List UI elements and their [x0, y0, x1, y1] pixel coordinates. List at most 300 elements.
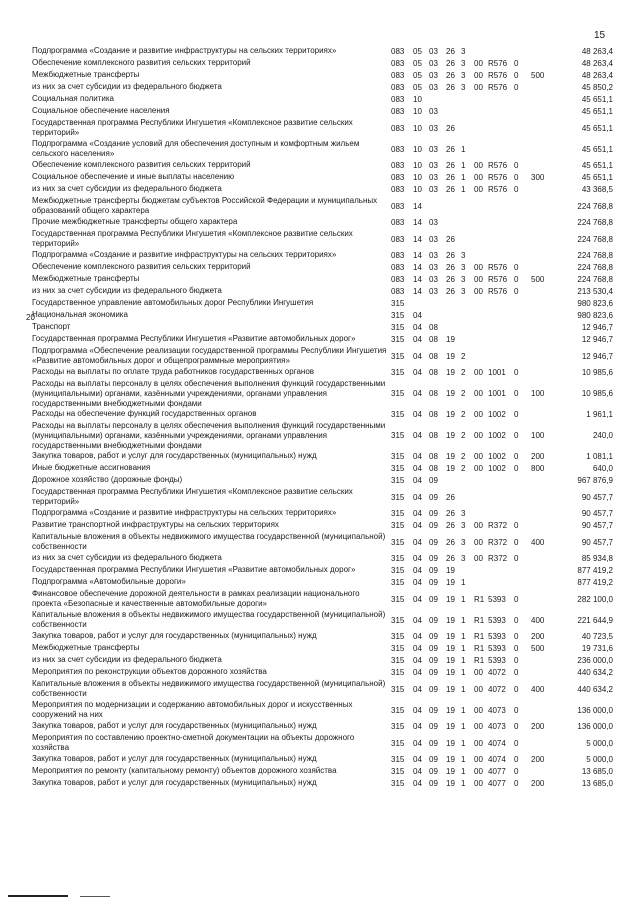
row-code-2: 04	[413, 410, 422, 419]
row-name: Мероприятия по модернизации и содержанию автомобильных дорог и искусственных сооружений на них	[32, 700, 353, 719]
row-code-4: 26	[446, 537, 455, 547]
row-code-2: 04	[413, 521, 422, 530]
row-amount: 45 651,1	[581, 95, 613, 104]
row-code-8: 0	[514, 755, 519, 764]
row-code-6: 00	[474, 464, 483, 473]
row-code-5: 1	[461, 578, 466, 587]
row-code-1: 083	[391, 95, 405, 104]
row-amount: 90 457,7	[581, 492, 613, 502]
row-code-1: 315	[391, 492, 405, 502]
row-code-2: 14	[413, 251, 422, 260]
row-code-6: 00	[474, 71, 483, 80]
row-code-5: 3	[461, 71, 466, 80]
row-code-2: 04	[413, 452, 422, 461]
row-name: Дорожное хозяйство (дорожные фонды)	[32, 475, 183, 484]
row-code-5: 1	[461, 144, 466, 154]
row-code-1: 315	[391, 476, 405, 485]
row-amount: 236 000,0	[577, 656, 613, 665]
row-code-7: 4072	[488, 684, 506, 694]
row-code-9: 500	[531, 275, 545, 284]
row-code-7: 5393	[488, 656, 506, 665]
row-code-1: 083	[391, 71, 405, 80]
row-amount: 136 000,0	[577, 722, 613, 731]
row-code-2: 14	[413, 234, 422, 244]
table-row	[0, 94, 640, 106]
row-code-7: 4074	[488, 755, 506, 764]
row-code-4: 19	[446, 722, 455, 731]
row-code-5: 3	[461, 47, 466, 56]
row-code-2: 10	[413, 123, 422, 133]
table-row	[0, 610, 640, 631]
row-code-5: 1	[461, 705, 466, 715]
row-code-3: 09	[429, 594, 438, 604]
row-code-6: 00	[474, 537, 483, 547]
row-code-1: 315	[391, 389, 405, 398]
row-code-1: 083	[391, 251, 405, 260]
row-code-1: 083	[391, 173, 405, 182]
row-amount: 224 768,8	[577, 218, 613, 227]
row-code-9: 200	[531, 779, 545, 788]
row-code-5: 3	[461, 59, 466, 68]
row-amount: 224 768,8	[577, 263, 613, 272]
row-code-4: 19	[446, 779, 455, 788]
row-code-4: 19	[446, 767, 455, 776]
row-code-5: 1	[461, 644, 466, 653]
row-code-4: 26	[446, 492, 455, 502]
row-code-3: 09	[429, 767, 438, 776]
row-code-7: R576	[488, 185, 508, 194]
footer-rule	[8, 895, 68, 897]
row-amount: 224 768,8	[577, 275, 613, 284]
row-code-9: 200	[531, 755, 545, 764]
row-amount: 48 263,4	[581, 59, 613, 68]
row-amount: 40 723,5	[581, 632, 613, 641]
row-code-7: 1001	[488, 389, 506, 398]
row-code-7: R576	[488, 173, 508, 182]
row-code-8: 0	[514, 632, 519, 641]
row-code-1: 315	[391, 452, 405, 461]
row-amount: 45 850,2	[581, 83, 613, 92]
row-name: Социальная политика	[32, 94, 114, 103]
row-code-2: 04	[413, 615, 422, 625]
row-name: Закупка товаров, работ и услуг для государственных (муниципальных) нужд	[32, 451, 317, 460]
row-code-2: 04	[413, 705, 422, 715]
row-name: Подпрограмма «Создание и развитие инфраструктуры на сельских территориях»	[32, 508, 337, 517]
row-code-8: 0	[514, 705, 519, 715]
row-code-4: 19	[446, 632, 455, 641]
row-amount: 45 651,1	[581, 161, 613, 170]
row-code-4: 26	[446, 123, 455, 133]
row-code-3: 08	[429, 452, 438, 461]
table-row	[0, 451, 640, 463]
row-code-5: 2	[461, 431, 466, 440]
row-code-4: 26	[446, 185, 455, 194]
row-name: Транспорт	[32, 322, 71, 331]
row-code-9: 400	[531, 615, 545, 625]
row-code-8: 0	[514, 185, 519, 194]
row-name: из них за счет субсидии из федерального бюджета	[32, 655, 222, 664]
row-code-6: 00	[474, 173, 483, 182]
row-code-3: 03	[429, 251, 438, 260]
row-name: Капитальные вложения в объекты недвижимого имущества государственной (муниципальной) собственности	[32, 610, 386, 629]
row-code-9: 200	[531, 452, 545, 461]
table-row	[0, 334, 640, 346]
row-code-4: 26	[446, 521, 455, 530]
row-code-1: 315	[391, 299, 405, 308]
margin-mark: 20	[26, 313, 35, 322]
row-code-6: 00	[474, 368, 483, 377]
row-code-3: 09	[429, 668, 438, 677]
row-code-2: 04	[413, 668, 422, 677]
row-name: Межбюджетные трансферты	[32, 643, 140, 652]
row-code-7: 4074	[488, 738, 506, 748]
row-code-8: 0	[514, 287, 519, 296]
table-row	[0, 553, 640, 565]
row-amount: 980 823,6	[577, 299, 613, 308]
row-code-7: 4073	[488, 705, 506, 715]
row-code-3: 08	[429, 323, 438, 332]
row-amount: 877 419,2	[577, 566, 613, 575]
row-code-3: 08	[429, 368, 438, 377]
row-code-7: 1002	[488, 464, 506, 473]
row-code-4: 26	[446, 47, 455, 56]
row-name: Подпрограмма «Автомобильные дороги»	[32, 577, 186, 586]
row-code-6: 00	[474, 452, 483, 461]
table-row	[0, 379, 640, 409]
row-code-4: 26	[446, 59, 455, 68]
row-code-4: 26	[446, 509, 455, 518]
row-code-2: 10	[413, 161, 422, 170]
row-code-8: 0	[514, 59, 519, 68]
table-row	[0, 754, 640, 766]
row-code-1: 315	[391, 509, 405, 518]
row-name: Расходы на выплаты персоналу в целях обеспечения выполнения функций государственными (муниципальными) органами, казёнными учреждениями, органами управления государственными внебюджетными фондами	[32, 379, 386, 408]
row-code-3: 03	[429, 161, 438, 170]
row-code-4: 19	[446, 431, 455, 440]
row-code-3: 09	[429, 492, 438, 502]
row-code-4: 19	[446, 410, 455, 419]
row-code-5: 1	[461, 767, 466, 776]
row-code-7: 1002	[488, 431, 506, 440]
row-amount: 1 961,1	[586, 410, 613, 419]
row-code-2: 04	[413, 644, 422, 653]
row-code-4: 19	[446, 705, 455, 715]
row-name: Капитальные вложения в объекты недвижимого имущества государственной (муниципальной) собственности	[32, 532, 386, 551]
row-code-3: 03	[429, 173, 438, 182]
row-name: из них за счет субсидии из федерального бюджета	[32, 286, 222, 295]
row-name: Иные бюджетные ассигнования	[32, 463, 151, 472]
row-code-2: 04	[413, 578, 422, 587]
row-amount: 90 457,7	[581, 537, 613, 547]
row-code-2: 04	[413, 351, 422, 361]
row-code-6: 00	[474, 521, 483, 530]
row-amount: 10 985,6	[581, 368, 613, 377]
row-code-3: 08	[429, 464, 438, 473]
row-name: Межбюджетные трансферты	[32, 70, 140, 79]
row-amount: 967 876,9	[577, 476, 613, 485]
row-name: Мероприятия по ремонту (капитальному ремонту) объектов дорожного хозяйства	[32, 766, 337, 775]
row-code-1: 315	[391, 464, 405, 473]
row-code-1: 083	[391, 161, 405, 170]
row-code-9: 300	[531, 173, 545, 182]
row-code-7: R576	[488, 275, 508, 284]
row-name: Государственная программа Республики Ингушетия «Развитие автомобильных дорог»	[32, 565, 356, 574]
table-row	[0, 532, 640, 553]
row-code-1: 083	[391, 107, 405, 116]
row-amount: 13 685,0	[581, 779, 613, 788]
row-code-7: R372	[488, 554, 508, 563]
row-code-2: 04	[413, 566, 422, 575]
row-name: Государственная программа Республики Ингушетия «Комплексное развитие сельских территорий»	[32, 229, 353, 248]
row-amount: 282 100,0	[577, 594, 613, 604]
row-amount: 640,0	[592, 464, 613, 473]
table-row	[0, 487, 640, 508]
row-code-1: 315	[391, 632, 405, 641]
row-amount: 5 000,0	[586, 738, 613, 748]
table-row	[0, 475, 640, 487]
row-code-4: 26	[446, 234, 455, 244]
row-code-2: 04	[413, 684, 422, 694]
row-code-9: 800	[531, 464, 545, 473]
row-code-6: 00	[474, 431, 483, 440]
row-code-3: 03	[429, 107, 438, 116]
row-code-4: 19	[446, 615, 455, 625]
row-code-9: 500	[531, 71, 545, 80]
table-row	[0, 274, 640, 286]
row-amount: 12 946,7	[581, 351, 613, 361]
row-code-6: 00	[474, 705, 483, 715]
row-code-1: 315	[391, 779, 405, 788]
row-code-6: R1	[474, 615, 485, 625]
row-code-3: 09	[429, 755, 438, 764]
row-code-2: 10	[413, 173, 422, 182]
table-row	[0, 589, 640, 610]
row-code-1: 315	[391, 323, 405, 332]
row-code-6: 00	[474, 779, 483, 788]
row-code-2: 04	[413, 323, 422, 332]
row-code-8: 0	[514, 71, 519, 80]
row-code-2: 10	[413, 144, 422, 154]
row-code-4: 19	[446, 452, 455, 461]
row-code-3: 09	[429, 476, 438, 485]
row-code-3: 09	[429, 656, 438, 665]
row-code-3: 09	[429, 615, 438, 625]
row-code-7: 4073	[488, 722, 506, 731]
row-code-1: 315	[391, 668, 405, 677]
row-name: Подпрограмма «Создание и развитие инфраструктуры на сельских территориях»	[32, 250, 337, 259]
row-code-8: 0	[514, 410, 519, 419]
row-code-6: 00	[474, 755, 483, 764]
row-code-5: 1	[461, 594, 466, 604]
row-code-7: R576	[488, 83, 508, 92]
row-code-3: 03	[429, 263, 438, 272]
row-amount: 5 000,0	[586, 755, 613, 764]
row-code-2: 04	[413, 656, 422, 665]
row-name: Развитие транспортной инфраструктуры на сельских территориях	[32, 520, 279, 529]
table-row	[0, 577, 640, 589]
row-code-5: 1	[461, 779, 466, 788]
row-code-1: 315	[391, 335, 405, 344]
row-code-3: 09	[429, 722, 438, 731]
row-code-8: 0	[514, 275, 519, 284]
row-code-6: R1	[474, 644, 485, 653]
row-code-8: 0	[514, 722, 519, 731]
row-code-4: 26	[446, 71, 455, 80]
row-code-6: 00	[474, 684, 483, 694]
row-amount: 45 651,1	[581, 173, 613, 182]
row-code-7: 1002	[488, 452, 506, 461]
row-code-5: 1	[461, 738, 466, 748]
row-code-8: 0	[514, 779, 519, 788]
row-amount: 240,0	[592, 431, 613, 440]
row-code-4: 26	[446, 287, 455, 296]
row-name: Межбюджетные трансферты бюджетам субъектов Российской Федерации и муниципальных образований общего характера	[32, 196, 378, 215]
row-code-4: 19	[446, 684, 455, 694]
row-code-2: 04	[413, 509, 422, 518]
row-code-3: 03	[429, 234, 438, 244]
row-code-1: 083	[391, 218, 405, 227]
row-name: из них за счет субсидии из федерального бюджета	[32, 553, 222, 562]
row-code-1: 315	[391, 767, 405, 776]
row-code-3: 03	[429, 83, 438, 92]
row-code-9: 400	[531, 684, 545, 694]
row-code-8: 0	[514, 83, 519, 92]
row-code-5: 1	[461, 161, 466, 170]
row-amount: 85 934,8	[581, 554, 613, 563]
table-row	[0, 322, 640, 334]
row-code-6: 00	[474, 161, 483, 170]
row-code-1: 315	[391, 368, 405, 377]
row-code-2: 14	[413, 201, 422, 211]
row-code-8: 0	[514, 644, 519, 653]
row-code-5: 2	[461, 389, 466, 398]
row-code-2: 10	[413, 107, 422, 116]
row-code-3: 03	[429, 218, 438, 227]
row-code-1: 083	[391, 144, 405, 154]
row-code-2: 04	[413, 389, 422, 398]
table-row	[0, 643, 640, 655]
row-code-7: R576	[488, 71, 508, 80]
row-amount: 136 000,0	[577, 705, 613, 715]
row-code-6: 00	[474, 389, 483, 398]
table-row	[0, 409, 640, 421]
row-code-5: 3	[461, 537, 466, 547]
row-code-6: 00	[474, 722, 483, 731]
row-name: из них за счет субсидии из федерального бюджета	[32, 82, 222, 91]
row-name: Государственная программа Республики Ингушетия «Комплексное развитие сельских территорий»	[32, 487, 353, 506]
row-code-5: 2	[461, 464, 466, 473]
row-code-1: 083	[391, 59, 405, 68]
row-code-4: 19	[446, 464, 455, 473]
row-code-1: 315	[391, 578, 405, 587]
row-code-6: R1	[474, 632, 485, 641]
row-code-5: 2	[461, 368, 466, 377]
row-code-4: 26	[446, 161, 455, 170]
row-code-2: 05	[413, 59, 422, 68]
row-code-2: 05	[413, 83, 422, 92]
row-code-1: 315	[391, 594, 405, 604]
row-code-3: 09	[429, 521, 438, 530]
row-code-4: 26	[446, 554, 455, 563]
row-code-8: 0	[514, 767, 519, 776]
row-name: Закупка товаров, работ и услуг для государственных (муниципальных) нужд	[32, 778, 317, 787]
row-code-8: 0	[514, 656, 519, 665]
table-row	[0, 82, 640, 94]
row-name: Подпрограмма «Создание и развитие инфраструктуры на сельских территориях»	[32, 46, 337, 55]
row-code-4: 19	[446, 644, 455, 653]
row-amount: 221 644,9	[577, 615, 613, 625]
table-row	[0, 217, 640, 229]
row-code-2: 04	[413, 738, 422, 748]
row-code-1: 083	[391, 263, 405, 272]
row-code-6: 00	[474, 83, 483, 92]
table-row	[0, 655, 640, 667]
table-row	[0, 367, 640, 379]
row-amount: 10 985,6	[581, 389, 613, 398]
table-row	[0, 463, 640, 475]
row-code-5: 1	[461, 615, 466, 625]
row-code-5: 3	[461, 263, 466, 272]
row-code-2: 04	[413, 722, 422, 731]
row-code-8: 0	[514, 684, 519, 694]
row-name: Обеспечение комплексного развития сельских территорий	[32, 262, 251, 271]
row-code-5: 3	[461, 509, 466, 518]
row-code-5: 3	[461, 83, 466, 92]
row-code-1: 315	[391, 351, 405, 361]
row-code-1: 083	[391, 123, 405, 133]
row-code-7: 1002	[488, 410, 506, 419]
row-code-2: 04	[413, 464, 422, 473]
row-amount: 19 731,6	[581, 644, 613, 653]
row-code-5: 1	[461, 173, 466, 182]
row-name: Подпрограмма «Создание условий для обеспечения доступным и комфортным жильем сельского населения»	[32, 139, 360, 158]
row-amount: 12 946,7	[581, 323, 613, 332]
row-code-1: 315	[391, 684, 405, 694]
row-code-4: 19	[446, 738, 455, 748]
table-row	[0, 262, 640, 274]
row-code-5: 1	[461, 722, 466, 731]
row-code-5: 1	[461, 656, 466, 665]
row-code-1: 315	[391, 521, 405, 530]
row-code-4: 19	[446, 578, 455, 587]
row-code-9: 200	[531, 632, 545, 641]
row-code-2: 04	[413, 492, 422, 502]
row-amount: 980 823,6	[577, 311, 613, 320]
row-code-9: 500	[531, 644, 545, 653]
row-code-8: 0	[514, 668, 519, 677]
row-code-3: 09	[429, 738, 438, 748]
row-amount: 1 081,1	[586, 452, 613, 461]
row-name: Государственная программа Республики Ингушетия «Развитие автомобильных дорог»	[32, 334, 356, 343]
row-code-8: 0	[514, 263, 519, 272]
row-code-7: 4072	[488, 668, 506, 677]
row-code-1: 083	[391, 47, 405, 56]
row-code-3: 08	[429, 410, 438, 419]
row-code-5: 2	[461, 452, 466, 461]
page-number: 15	[594, 30, 606, 41]
row-code-6: 00	[474, 767, 483, 776]
row-amount: 224 768,8	[577, 234, 613, 244]
row-amount: 213 530,4	[577, 287, 613, 296]
row-code-3: 03	[429, 71, 438, 80]
table-row	[0, 58, 640, 70]
row-code-1: 083	[391, 185, 405, 194]
row-code-7: R576	[488, 287, 508, 296]
row-name: Межбюджетные трансферты	[32, 274, 140, 283]
row-amount: 90 457,7	[581, 509, 613, 518]
row-name: Государственная программа Республики Ингушетия «Комплексное развитие сельских территорий»	[32, 118, 353, 137]
row-code-5: 2	[461, 351, 466, 361]
